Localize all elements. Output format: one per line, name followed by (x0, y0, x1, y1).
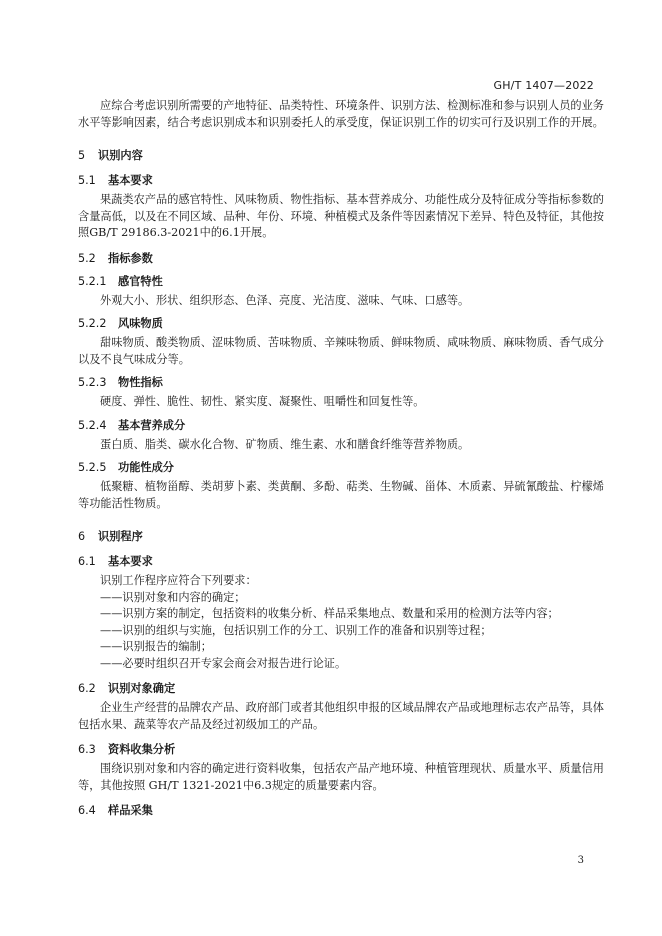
section-heading (78, 316, 604, 332)
section-number: 5.2.1 (78, 274, 107, 288)
section-number: 6.4 (78, 804, 96, 817)
section-title: 风味物质 (118, 317, 163, 330)
section-number: 5.2.4 (78, 418, 107, 432)
section-number: 6 (78, 530, 86, 543)
paragraph: 硬度、弹性、脆性、韧性、紧实度、凝聚性、咀嚼性和回复性等。 (100, 395, 425, 408)
paragraph: 围绕识别对象和内容的确定进行资料收集，包括农产品产地环境、种植管理现状、质量水平、质量信用等，其他按照 GH/T 1321-2021中6.3规定的质量要素内容。 (78, 762, 604, 792)
list-item: ——识别的组织与实施，包括识别工作的分工、识别工作的准备和识别等过程； (100, 623, 492, 637)
section-title: 功能性成分 (118, 461, 174, 474)
list-item: ——必要时组织召开专家会商会对报告进行论证。 (100, 656, 347, 670)
list-item: ——识别方案的制定，包括资料的收集分析、样品采集地点、数量和采用的检测方法等内容； (100, 607, 559, 620)
paragraph: 果蔬类农产品的感官特性、风味物质、物性指标、基本营养成分、功能性成分及特征成分等指标参数的含量高低，以及在不同区域、品种、年份、环境、种植模式及条件等因素情况下差异、特色及特征，其他按照GB/T 29186.3-2021中的6.1开展。 (78, 193, 604, 239)
section-heading (78, 681, 604, 697)
document-code: GH/T 1407—2022 (493, 79, 594, 92)
paragraph: 识别工作程序应符合下列要求： (100, 574, 257, 587)
section-number: 6.2 (78, 682, 96, 695)
section-heading (78, 742, 604, 758)
list-item: ——识别对象和内容的确定； (100, 590, 246, 604)
paragraph: 企业生产经营的品牌农产品、政府部门或者其他组织申报的区域品牌农产品或地理标志农产品等，具体包括水果、蔬菜等农产品及经过初级加工的产品。 (78, 701, 604, 731)
section-number: 5.2.2 (78, 317, 107, 330)
page-number: 3 (577, 855, 584, 866)
paragraph: 甜味物质、酸类物质、涩味物质、苦味物质、辛辣味物质、鲜味物质、咸味物质、麻味物质、香气成分以及不良气味成分等。 (78, 336, 604, 366)
section-heading (78, 274, 604, 290)
section-title: 识别内容 (98, 149, 143, 162)
section-title: 样品采集 (108, 804, 153, 817)
section-heading (78, 173, 604, 189)
paragraph: 低聚糖、植物甾醇、类胡萝卜素、类黄酮、多酚、萜类、生物碱、甾体、木质素、异硫氰酸盐、柠檬烯等功能活性物质。 (78, 480, 604, 510)
section-heading (78, 375, 604, 391)
section-title: 资料收集分析 (108, 743, 176, 756)
section-number: 6.3 (78, 743, 96, 756)
section-heading (78, 460, 604, 476)
section-number: 5.1 (78, 174, 96, 187)
section-number: 5 (78, 149, 86, 162)
list-item: ——识别报告的编制； (100, 640, 212, 653)
section-number: 6.1 (78, 555, 96, 568)
section-title: 基本营养成分 (118, 418, 186, 432)
section-heading (78, 554, 604, 570)
section-title: 基本要求 (108, 174, 153, 187)
section-number: 5.2 (78, 251, 96, 265)
section-title: 物性指标 (118, 376, 163, 389)
paragraph: 应综合考虑识别所需要的产地特征、品类特性、环境条件、识别方法、检测标准和参与识别人员的业务水平等影响因素，结合考虑识别成本和识别委托人的承受度，保证识别工作的切实可行及识别工作的开展。 (78, 99, 604, 129)
section-title: 基本要求 (108, 555, 153, 568)
section-title: 识别程序 (98, 530, 143, 543)
section-number: 5.2.5 (78, 461, 107, 474)
paragraph: 蛋白质、脂类、碳水化合物、矿物质、维生素、水和膳食纤维等营养物质。 (100, 437, 470, 451)
paragraph: 外观大小、形状、组织形态、色泽、亮度、光洁度、滋味、气味、口感等。 (100, 293, 470, 307)
section-heading (78, 529, 604, 545)
section-heading (78, 418, 604, 434)
section-heading (78, 251, 604, 267)
section-title: 识别对象确定 (108, 682, 176, 695)
section-number: 5.2.3 (78, 376, 107, 389)
document-body (78, 98, 604, 819)
section-heading (78, 148, 604, 164)
section-title: 指标参数 (108, 251, 153, 265)
section-title: 感官特性 (118, 274, 163, 288)
section-heading (78, 803, 604, 819)
